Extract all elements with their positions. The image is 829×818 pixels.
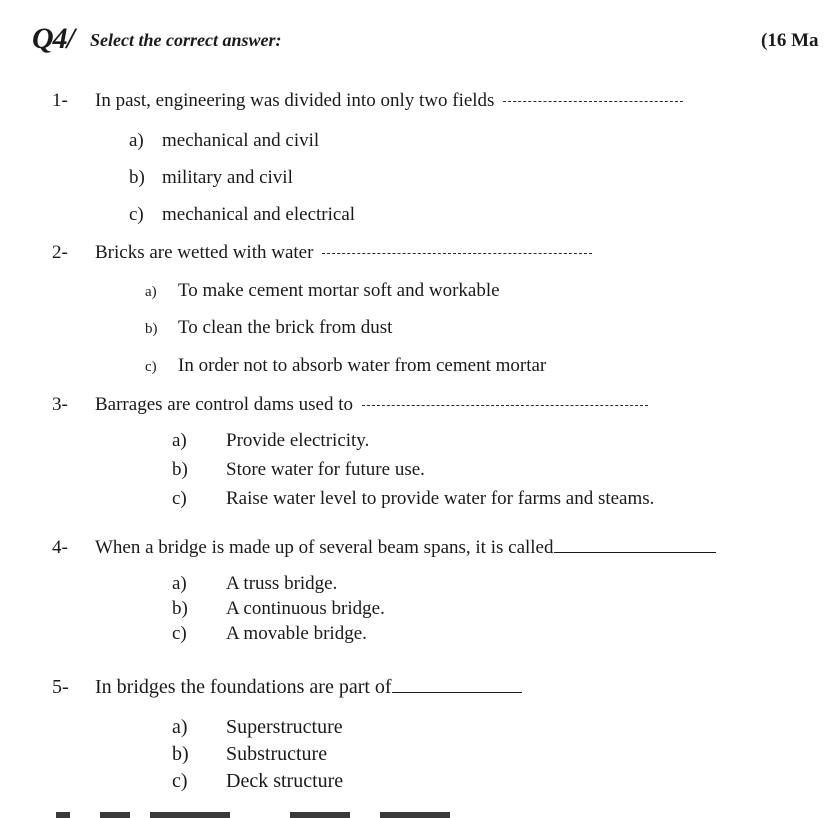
option-text: Raise water level to provide water for farms and steams.: [226, 488, 655, 509]
option-label: b): [172, 459, 188, 480]
question-2-text: Bricks are wetted with water: [95, 242, 314, 263]
cutoff-text-fragment: [150, 812, 230, 818]
question-3-option-b: [172, 459, 425, 481]
option-label: c): [129, 204, 144, 225]
option-text: To clean the brick from dust: [178, 317, 393, 338]
option-text: military and civil: [162, 167, 293, 188]
question-1-blank: [503, 101, 683, 102]
question-2-option-c: [145, 355, 546, 377]
question-2-option-b: [145, 317, 392, 339]
question-5-blank: [392, 678, 522, 693]
question-1-option-a: [129, 130, 319, 152]
question-1-option-b: [129, 167, 293, 189]
option-label: c): [145, 359, 157, 375]
question-5-option-a: [172, 716, 343, 739]
cutoff-text-fragment: [56, 812, 70, 818]
option-label: b): [129, 167, 145, 188]
option-label: a): [172, 430, 187, 451]
question-3-option-a: [172, 430, 369, 452]
question-5-option-b: [172, 743, 327, 766]
question-1-text: In past, engineering was divided into only two fields: [95, 90, 495, 111]
cutoff-text-fragment: [100, 812, 130, 818]
option-text: In order not to absorb water from cement mortar: [178, 355, 547, 376]
question-number: Q4/: [32, 22, 74, 55]
question-header: [32, 22, 829, 54]
option-label: a): [172, 573, 187, 594]
option-text: mechanical and electrical: [162, 204, 356, 225]
option-text: Store water for future use.: [226, 459, 425, 480]
question-2-blank: [322, 253, 592, 254]
question-4: [52, 537, 716, 559]
option-text: mechanical and civil: [162, 130, 320, 151]
question-3-option-c: [172, 488, 654, 510]
question-4-text: When a bridge is made up of several beam spans, it is called: [95, 537, 554, 558]
question-5-text: In bridges the foundations are part of: [95, 676, 392, 698]
option-label: c): [172, 623, 187, 644]
option-text: A movable bridge.: [226, 623, 367, 644]
question-5: [52, 676, 522, 699]
question-1: [52, 90, 683, 112]
question-4-number: 4-: [52, 537, 68, 558]
option-text: To make cement mortar soft and workable: [178, 280, 500, 301]
question-5-number: 5-: [52, 676, 69, 698]
question-4-option-b: [172, 598, 385, 620]
option-label: b): [172, 743, 189, 765]
question-4-option-c: [172, 623, 367, 645]
question-3-number: 3-: [52, 394, 68, 415]
question-2: [52, 242, 592, 264]
option-label: b): [145, 321, 158, 337]
question-5-option-c: [172, 770, 343, 793]
option-text: A truss bridge.: [226, 573, 338, 594]
option-label: a): [172, 716, 188, 738]
option-text: Substructure: [226, 743, 328, 765]
question-3: [52, 394, 648, 416]
question-1-option-c: [129, 204, 355, 226]
option-label: c): [172, 488, 187, 509]
question-4-blank: [554, 538, 716, 553]
option-label: a): [129, 130, 144, 151]
question-2-option-a: [145, 280, 500, 302]
question-instruction: Select the correct answer:: [90, 30, 282, 50]
option-label: c): [172, 770, 188, 792]
cutoff-text-fragment: [380, 812, 450, 818]
option-label: a): [145, 284, 157, 300]
option-text: Deck structure: [226, 770, 344, 792]
option-text: Provide electricity.: [226, 430, 370, 451]
option-label: b): [172, 598, 188, 619]
question-3-blank: [362, 405, 648, 406]
option-text: Superstructure: [226, 716, 343, 738]
cutoff-text-fragment: [290, 812, 350, 818]
question-2-number: 2-: [52, 242, 68, 263]
marks-label: (16 Ma: [761, 30, 819, 51]
question-3-text: Barrages are control dams used to: [95, 394, 353, 415]
question-1-number: 1-: [52, 90, 68, 111]
question-4-option-a: [172, 573, 337, 595]
option-text: A continuous bridge.: [226, 598, 385, 619]
